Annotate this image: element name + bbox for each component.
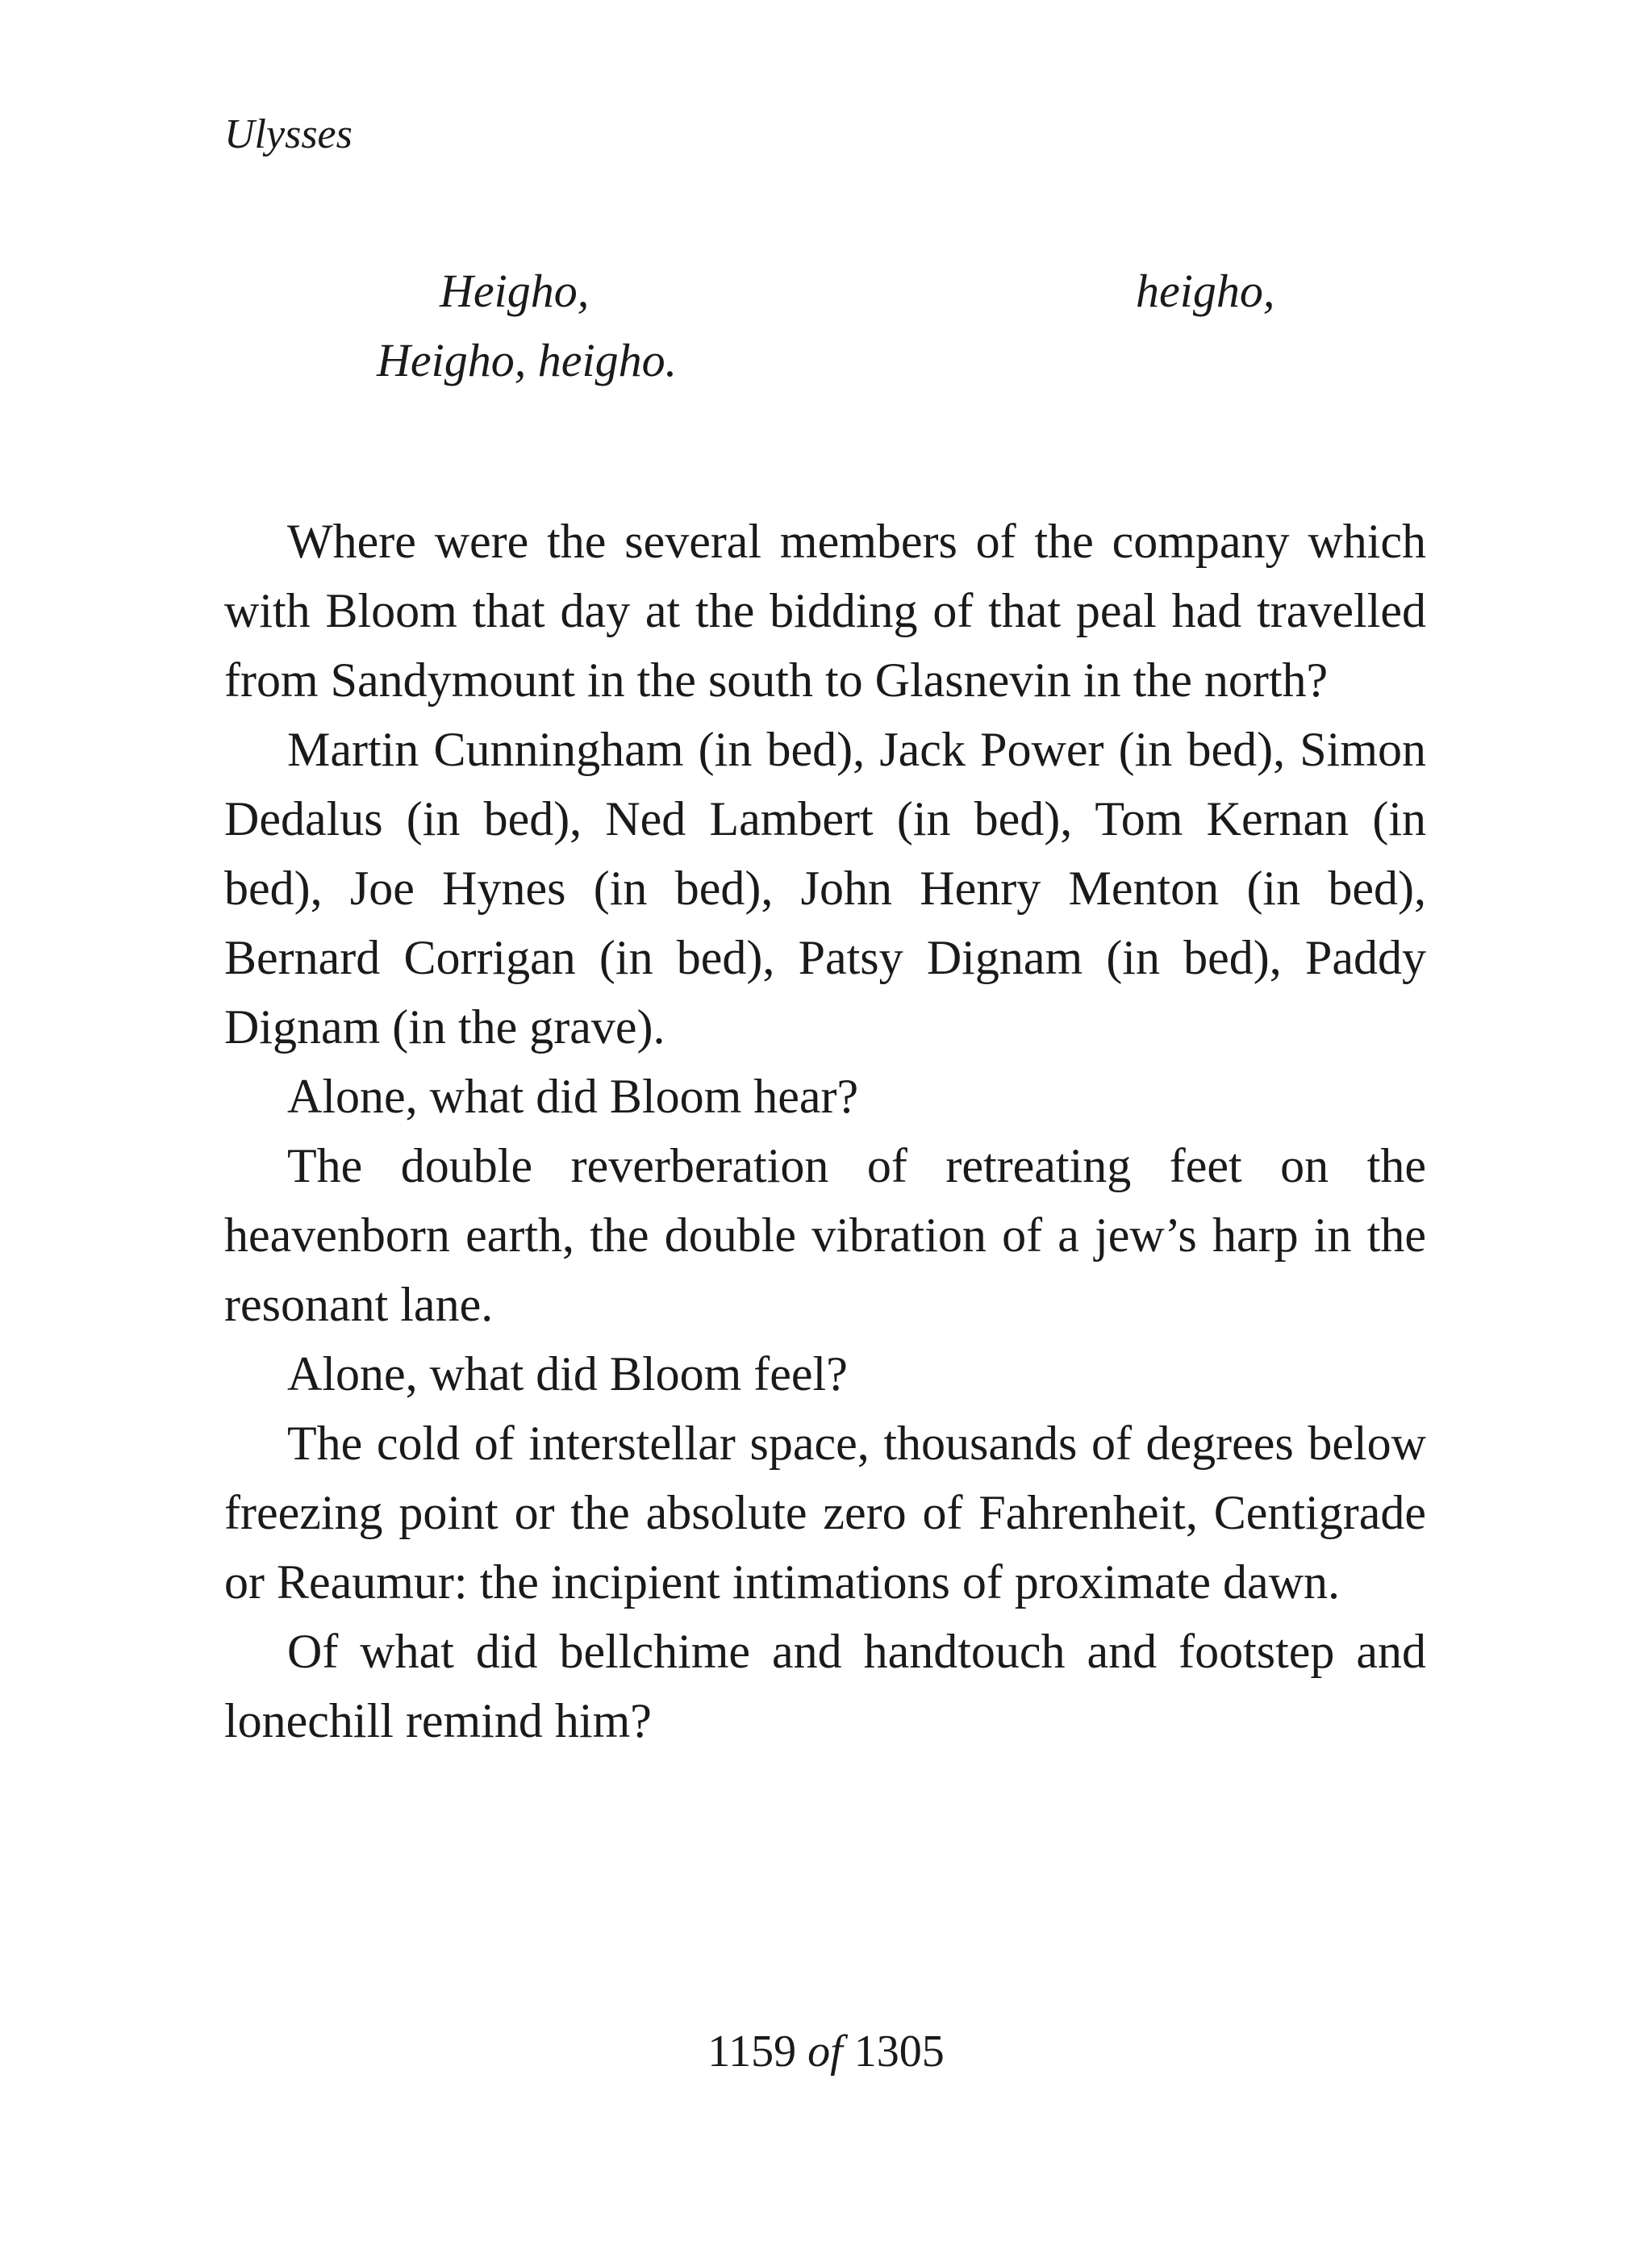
paragraph: Where were the several members of the company which with Bloom that day at the bidding of that peal had travelled from Sandymount in the south to Glasnevin in the north? bbox=[224, 515, 1426, 707]
verse-line-2: Heigho, heigho. bbox=[377, 334, 678, 386]
page-number bbox=[0, 2023, 1652, 2080]
paragraph: The double reverberation of retreating feet on the heavenborn earth, the double vibration of a jew’s harp in the resonant lane. bbox=[224, 1139, 1426, 1331]
paragraph: The cold of interstellar space, thousands of degrees below freezing point or the absolute zero of Fahrenheit, Centigrade or Reaumur: the incipient intimations of proximate dawn. bbox=[224, 1417, 1426, 1609]
verse-line-1-right: heigho, bbox=[1136, 265, 1275, 317]
page-of-word: of bbox=[807, 2027, 843, 2077]
total-pages: 1305 bbox=[853, 2027, 945, 2077]
running-title: Ulysses bbox=[224, 111, 353, 157]
body-text bbox=[224, 507, 1426, 1755]
paragraph: Alone, what did Bloom hear? bbox=[287, 1070, 859, 1123]
paragraph: Alone, what did Bloom feel? bbox=[287, 1347, 848, 1400]
verse-line-1-left: Heigho, bbox=[440, 265, 590, 317]
paragraph: Martin Cunningham (in bed), Jack Power (in bed), Simon Dedalus (in bed), Ned Lambert (in bed), Tom Kernan (in bed), Joe Hynes (in bed), John Henry Menton (in bed), Bernard Corrigan (in bed), Patsy Dignam (in bed), Paddy Dignam (in the grave). bbox=[224, 723, 1426, 1054]
paragraph: Of what did bellchime and handtouch and footstep and lonechill remind him? bbox=[224, 1625, 1426, 1747]
current-page: 1159 bbox=[707, 2027, 797, 2077]
